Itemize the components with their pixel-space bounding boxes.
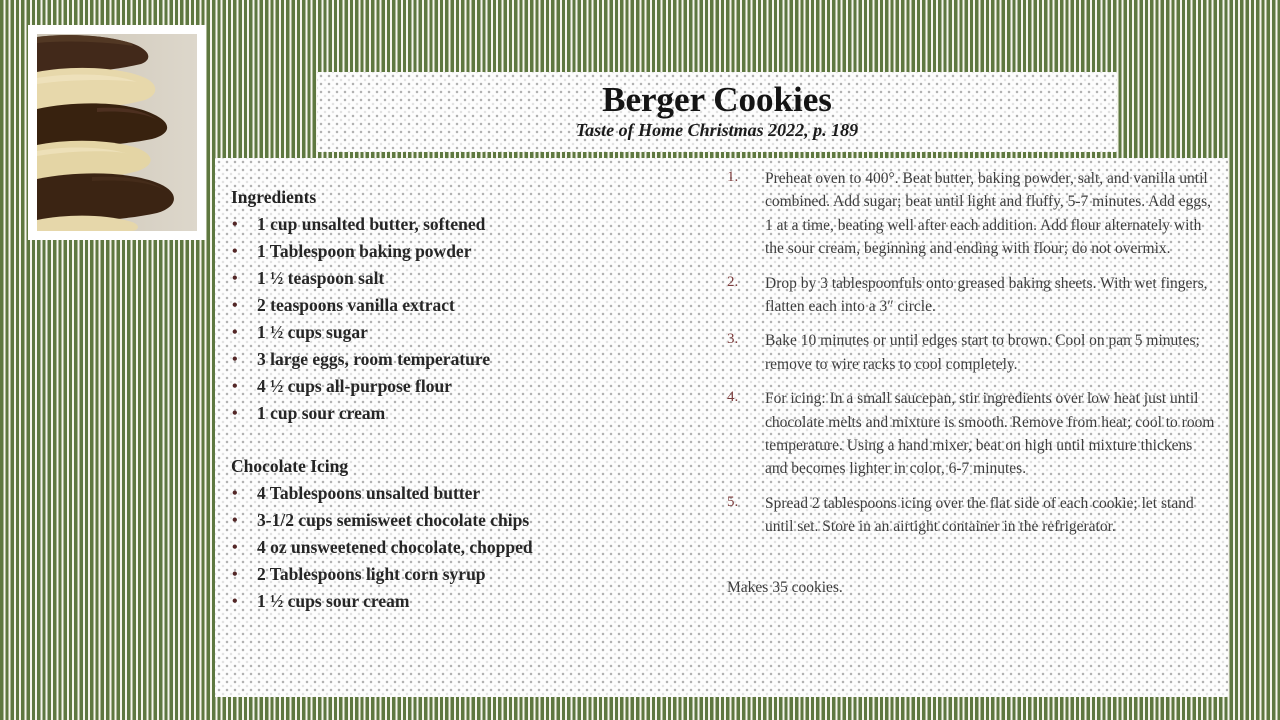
directions-section: [727, 167, 1223, 597]
page-title: Berger Cookies: [602, 80, 832, 119]
step-text: Spread 2 tablespoons icing over the flat side of each cookie; let stand until set. Store in an airtight container in the refrigerator.: [765, 494, 1194, 536]
step-number: 1.: [727, 169, 739, 185]
direction-step: [727, 492, 1223, 539]
title-box: [317, 72, 1117, 152]
ingredients-list: [231, 211, 709, 427]
icing-heading: Chocolate Icing: [231, 456, 349, 476]
step-number: 5.: [727, 493, 739, 510]
cookie-photo-frame: [28, 25, 206, 240]
step-number: 2.: [727, 273, 739, 290]
step-text: For icing: In a small saucepan, stir ingredients over low heat just until chocolate melts and mixture is smooth. Remove from heat; cool to room temperature. Using a hand mixer, beat on high until mixture thickens and becomes lighter in color, 6-7 minutes.: [765, 390, 1215, 478]
step-number: 4.: [727, 389, 739, 406]
direction-step: [727, 272, 1223, 319]
ingredient-item: • 4 oz unsweetened chocolate, chopped: [231, 534, 709, 561]
ingredient-item: • 1 Tablespoon baking powder: [231, 238, 709, 265]
ingredient-item: • 2 teaspoons vanilla extract: [231, 292, 709, 319]
step-text: Preheat oven to 400°. Beat butter, baking powder, salt, and vanilla until combined. Add sugar; beat until light and fluffy, 5-7 minutes. Add eggs, 1 at a time, beating well after each addition. Add flour alternately with the sour cream, beginning and ending with flour; do not overmix.: [765, 170, 1211, 258]
ingredient-item: • 1 ½ teaspoon salt: [231, 265, 709, 292]
ingredient-item: • 1 ½ cups sour cream: [231, 588, 709, 615]
ingredient-item: • 1 cup unsalted butter, softened: [231, 211, 709, 238]
ingredient-item: • 3-1/2 cups semisweet chocolate chips: [231, 507, 709, 534]
icing-ingredients-list: [231, 480, 709, 615]
yield-note: Makes 35 cookies.: [727, 578, 843, 596]
ingredient-item: • 2 Tablespoons light corn syrup: [231, 561, 709, 588]
ingredient-item: • 4 ½ cups all-purpose flour: [231, 373, 709, 400]
cookie-stack-photo: [37, 34, 197, 231]
ingredients-heading: Ingredients: [231, 187, 317, 207]
step-number: 3.: [727, 331, 739, 348]
direction-step: [727, 167, 1223, 261]
ingredient-item: • 1 ½ cups sugar: [231, 319, 709, 346]
ingredient-item: • 4 Tablespoons unsalted butter: [231, 480, 709, 507]
direction-step: [727, 387, 1223, 481]
step-text: Bake 10 minutes or until edges start to brown. Cool on pan 5 minutes; remove to wire racks to cool completely.: [765, 332, 1200, 373]
page-subtitle: Taste of Home Christmas 2022, p. 189: [575, 120, 859, 140]
direction-step: [727, 329, 1223, 376]
ingredient-item: • 1 cup sour cream: [231, 400, 709, 427]
step-text: Drop by 3 tablespoonfuls onto greased baking sheets. With wet fingers, flatten each into a 3″ circle.: [765, 274, 1208, 316]
ingredient-item: • 3 large eggs, room temperature: [231, 346, 709, 373]
content-panel: [215, 158, 1228, 697]
ingredients-section: [231, 184, 709, 615]
